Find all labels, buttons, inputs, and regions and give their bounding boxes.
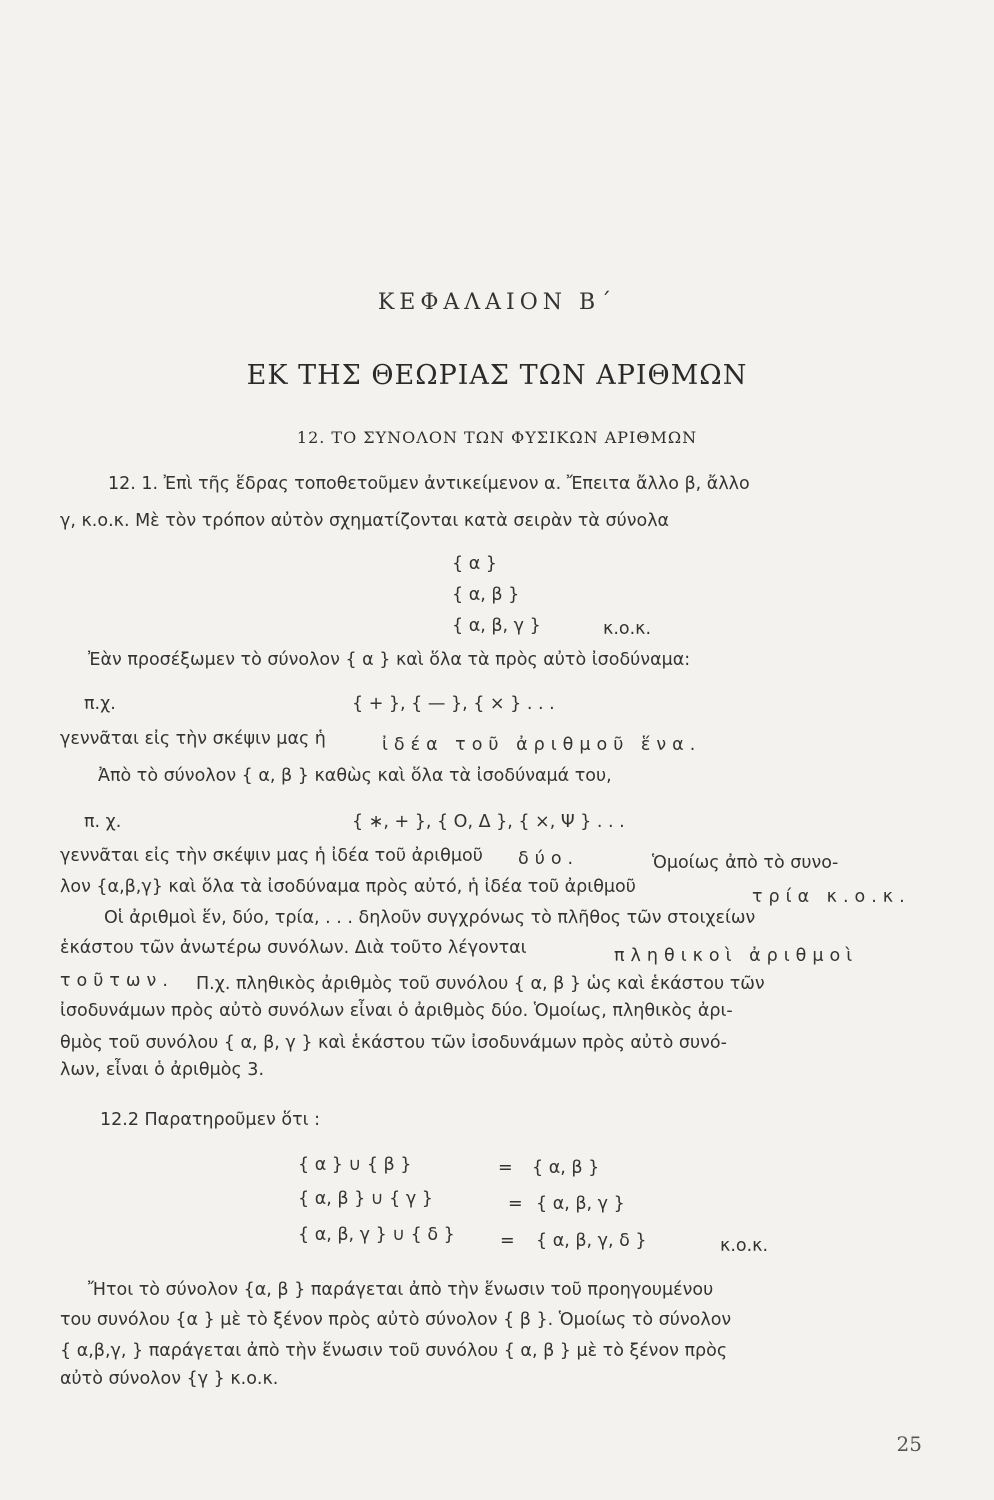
text-line: λων, εἶναι ὁ ἀριθμὸς 3. xyxy=(60,1060,265,1080)
union-right: { α, β, γ } xyxy=(536,1194,625,1214)
text-line: { α,β,γ, } παράγεται ἀπὸ τὴν ἕνωσιν τοῦ συνόλου { α, β } μὲ τὸ ξένον πρὸς xyxy=(60,1341,728,1361)
union-left: { α, β } ∪ { γ } xyxy=(298,1189,433,1209)
text-line: του συνόλου {α } μὲ τὸ ξένον πρὸς αὐτὸ σύνολον { β }. Ὁμοίως τὸ σύνολον xyxy=(60,1310,732,1330)
text-line: ἰσοδυνάμων πρὸς αὐτὸ συνόλων εἶναι ὁ ἀριθμὸς δύο. Ὁμοίως, πληθικὸς ἀρι- xyxy=(60,1001,733,1021)
text-line: Π.χ. πληθικὸς ἀριθμὸς τοῦ συνόλου { α, β } ὡς καὶ ἑκάστου τῶν xyxy=(196,974,765,994)
example-label: π. χ. xyxy=(84,812,122,832)
emphasis-text: δύο. xyxy=(518,849,580,869)
example-label: π.χ. xyxy=(84,694,116,714)
set-expression: { α, β } xyxy=(452,585,520,605)
text-line: γεννᾶται εἰς τὴν σκέψιν μας ἡ ἰδέα τοῦ ἀριθμοῦ xyxy=(60,846,483,866)
text-line: λον {α,β,γ} καὶ ὅλα τὰ ἰσοδύναμα πρὸς αὐτό, ἡ ἰδέα τοῦ ἀριθμοῦ xyxy=(60,877,636,897)
page-number: 25 xyxy=(896,1432,922,1456)
union-right: { α, β, γ, δ } xyxy=(536,1231,647,1251)
text-line: Οἱ ἀριθμοὶ ἕν, δύο, τρία, . . . δηλοῦν συγχρόνως τὸ πλῆθος τῶν στοιχείων xyxy=(104,908,756,928)
text-line: αὐτὸ σύνολον {γ } κ.ο.κ. xyxy=(60,1369,279,1389)
set-examples: { + }, { — }, { × } . . . xyxy=(352,694,555,714)
text-line: ἑκάστου τῶν ἀνωτέρω συνόλων. Διὰ τοῦτο λέγονται xyxy=(60,938,527,958)
text-line: γεννᾶται εἰς τὴν σκέψιν μας ἡ xyxy=(60,729,326,749)
etc-text: κ.ο.κ. xyxy=(720,1236,769,1256)
set-examples: { ∗, + }, { Ο, Δ }, { ×, Ψ } . . . xyxy=(352,812,625,832)
emphasis-text: πληθικοὶ ἀριθμοὶ xyxy=(614,946,859,966)
chapter-title: ΕΚ ΤΗΣ ΘΕΩΡΙΑΣ ΤΩΝ ΑΡΙΘΜΩΝ xyxy=(246,360,748,391)
union-left: { α } ∪ { β } xyxy=(298,1155,412,1175)
text-line: 12. 1. Ἐπὶ τῆς ἕδρας τοποθετοῦμεν ἀντικείμενον α. Ἔπειτα ἄλλο β, ἄλλο xyxy=(108,474,750,494)
text-line: γ, κ.ο.κ. Μὲ τὸν τρόπον αὐτὸν σχηματίζονται κατὰ σειρὰν τὰ σύνολα xyxy=(60,511,670,531)
text-line: θμὸς τοῦ συνόλου { α, β, γ } καὶ ἑκάστου τῶν ἰσοδυνάμων πρὸς αὐτὸ συνό- xyxy=(60,1033,727,1053)
union-right: { α, β } xyxy=(532,1158,600,1178)
etc-text: κ.ο.κ. xyxy=(603,619,652,639)
chapter-heading: ΚΕΦΑΛΑΙΟΝ Β΄ xyxy=(377,290,617,315)
equals-sign: = xyxy=(500,1231,515,1251)
emphasis-text: τρία κ.ο.κ. xyxy=(752,887,911,907)
equals-sign: = xyxy=(508,1194,523,1214)
text-line: Ἤτοι τὸ σύνολον {α, β } παράγεται ἀπὸ τὴν ἕνωσιν τοῦ προηγουμένου xyxy=(88,1280,714,1300)
set-expression: { α } xyxy=(452,554,497,574)
equals-sign: = xyxy=(498,1158,513,1178)
set-expression: { α, β, γ } xyxy=(452,616,541,636)
text-line: Ὁμοίως ἀπὸ τὸ συνο- xyxy=(652,853,839,873)
text-line: Ἀπὸ τὸ σύνολον { α, β } καθὼς καὶ ὅλα τὰ ἰσοδύναμά του, xyxy=(98,766,612,786)
section-heading: 12. ΤΟ ΣΥΝΟΛΟΝ ΤΩΝ ΦΥΣΙΚΩΝ ΑΡΙΘΜΩΝ xyxy=(296,428,698,447)
emphasis-text: ἰδέα τοῦ ἀριθμοῦ ἕνα. xyxy=(382,735,702,755)
union-left: { α, β, γ } ∪ { δ } xyxy=(298,1225,455,1245)
text-line: 12.2 Παρατηροῦμεν ὅτι : xyxy=(100,1110,320,1130)
text-line: Ἐὰν προσέξωμεν τὸ σύνολον { α } καὶ ὅλα τὰ πρὸς αὐτὸ ἰσοδύναμα: xyxy=(88,650,691,670)
emphasis-text: τοῦτων. xyxy=(60,971,174,991)
